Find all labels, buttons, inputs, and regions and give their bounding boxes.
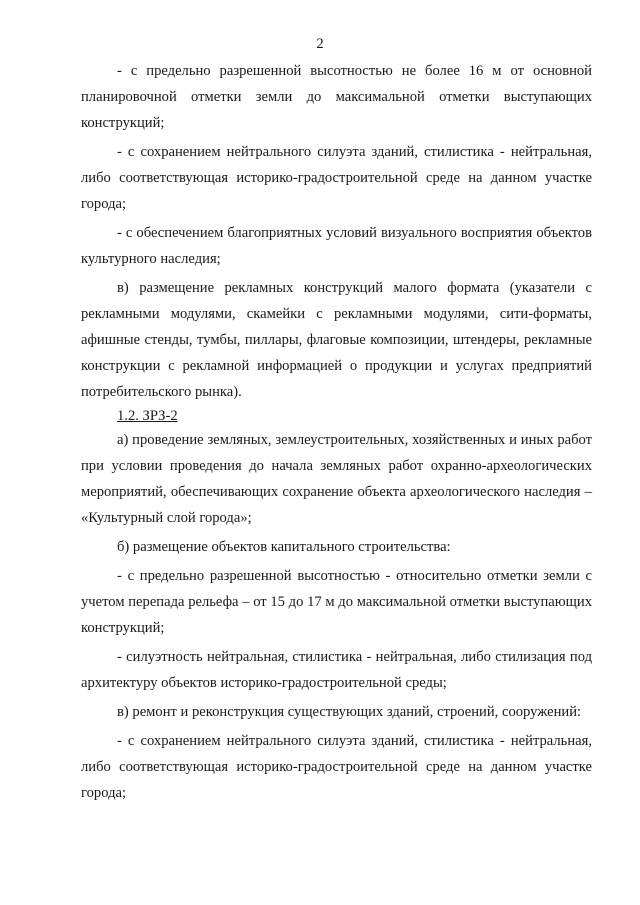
page-number: 2 [316,36,324,52]
document-body [81,58,592,806]
paragraph-neutral-silhouette: - с сохранением нейтрального силуэта зданий, стилистика - нейтральная, либо соответствующая историко-градостроительной среде на данном участке города; [81,144,592,212]
paragraph-earthworks: а) проведение земляных, землеустроительных, хозяйственных и иных работ при условии проведения до начала земляных работ охранно-археологических мероприятий, обеспечивающих сохранение объекта археологического наследия – «Культурный слой города»; [81,432,592,526]
paragraph-advertising-structures: в) размещение рекламных конструкций малого формата (указатели с рекламными модулями, скамейки с рекламными модулями, сити-форматы, афишные стенды, тумбы, пиллары, флаговые композиции, штендеры, рекламные конструкции с рекламной информацией о продукции и услугах предприятий потребительского рынка). [81,280,592,400]
paragraph-visual-perception: - с обеспечением благоприятных условий визуального восприятия объектов культурного наследия; [81,225,592,267]
paragraph-capital-construction: б) размещение объектов капитального строительства: [117,539,451,555]
paragraph-height-limit-16m: - с предельно разрешенной высотностью не более 16 м от основной планировочной отметки земли до максимальной отметки выступающих конструкций; [81,63,592,131]
section-heading-text: 1.2. ЗРЗ-2 [117,408,178,424]
paragraph-repair-reconstruction: в) ремонт и реконструкция существующих зданий, строений, сооружений: [117,704,582,720]
paragraph-height-15-17m: - с предельно разрешенной высотностью - относительно отметки земли с учетом перепада рельефа – от 15 до 17 м до максимальной отметки выступающих конструкций; [81,568,592,636]
paragraph-neutral-silhouette-2: - с сохранением нейтрального силуэта зданий, стилистика - нейтральная, либо соответствующая историко-градостроительной среде на данном участке города; [81,733,592,801]
paragraph-silhouette-stylization: - силуэтность нейтральная, стилистика - нейтральная, либо стилизация под архитектуру объектов историко-градостроительной среды; [81,649,592,691]
section-heading-zrz-2 [81,405,592,427]
